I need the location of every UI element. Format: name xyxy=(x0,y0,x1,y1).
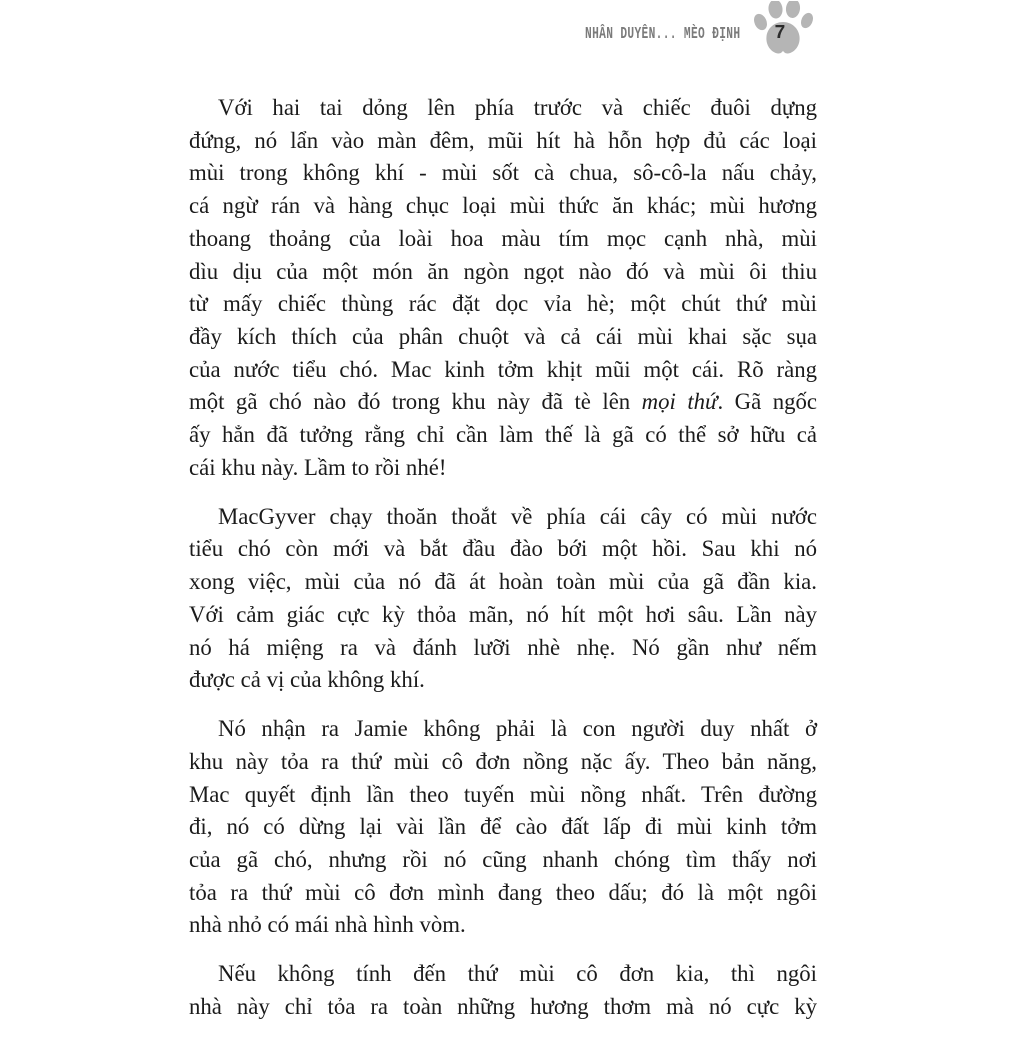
paragraph xyxy=(189,92,817,484)
italic-text: mọi thứ xyxy=(641,389,718,415)
text-segment: của nước tiểu chó. Mac kinh tởm khịt mũi một cái. Rõ ràng xyxy=(189,356,817,382)
text-segment: nhà nhỏ có mái nhà hình vòm. xyxy=(189,912,466,938)
text-segment: Mac quyết định lần theo tuyến mùi nồng nhất. Trên đường xyxy=(189,781,817,807)
text-line xyxy=(189,811,817,844)
text-line xyxy=(189,157,817,190)
text-line xyxy=(189,223,817,256)
text-line xyxy=(189,991,817,1024)
text-line xyxy=(189,909,817,942)
text-line xyxy=(189,958,817,991)
text-line xyxy=(189,533,817,566)
text-segment: từ mấy chiếc thùng rác đặt dọc vỉa hè; một chút thứ mùi xyxy=(189,291,817,317)
text-segment: . Gã ngốc xyxy=(717,389,818,415)
text-segment: của gã chó, nhưng rồi nó cũng nhanh chóng tìm thấy nơi xyxy=(189,847,817,873)
text-line xyxy=(189,386,817,419)
text-segment: tỏa ra thứ mùi cô đơn mình đang theo dấu; đó là một ngôi xyxy=(189,879,817,905)
text-segment: nó há miệng ra và đánh lưỡi nhè nhẹ. Nó gần như nếm xyxy=(189,634,817,660)
text-line xyxy=(189,256,817,289)
text-line xyxy=(189,877,817,910)
text-line xyxy=(189,779,817,812)
text-segment: Với hai tai dỏng lên phía trước và chiếc đuôi dựng xyxy=(218,95,817,120)
text-line xyxy=(189,452,817,485)
text-line xyxy=(189,664,817,697)
text-segment: thoang thoảng của loài hoa màu tím mọc cạnh nhà, mùi xyxy=(189,225,817,251)
text-line xyxy=(189,354,817,387)
text-segment: một gã chó nào đó trong khu này đã tè lên xyxy=(189,389,642,415)
paw-print-icon xyxy=(752,1,814,55)
text-line xyxy=(189,419,817,452)
text-segment: Nó nhận ra Jamie không phải là con người duy nhất ở xyxy=(218,716,817,742)
paragraph xyxy=(189,501,817,697)
text-segment: ấy hẳn đã tưởng rằng chỉ cần làm thế là gã có thể sở hữu cả xyxy=(189,422,817,448)
text-line xyxy=(189,321,817,354)
text-segment: tiểu chó còn mới và bắt đầu đào bới một hồi. Sau khi nó xyxy=(189,536,817,562)
paragraph xyxy=(189,713,817,942)
text-line xyxy=(189,92,817,125)
text-line xyxy=(189,566,817,599)
text-segment: MacGyver chạy thoăn thoắt về phía cái cây có mùi nước xyxy=(218,503,817,529)
text-segment: đứng, nó lẩn vào màn đêm, mũi hít hà hỗn hợp đủ các loại xyxy=(189,127,817,153)
text-segment: nhà này chỉ tỏa ra toàn những hương thơm mà nó cực kỳ xyxy=(189,994,817,1020)
text-segment: xong việc, mùi của nó đã át hoàn toàn mùi của gã đần kia. xyxy=(189,569,817,595)
text-line xyxy=(189,190,817,223)
text-segment: được cả vị của không khí. xyxy=(189,667,425,693)
text-segment: cá ngừ rán và hàng chục loại mùi thức ăn khác; mùi hương xyxy=(189,193,817,219)
text-segment: đầy kích thích của phân chuột và cả cái mùi khai sặc sụa xyxy=(189,323,817,349)
text-line xyxy=(189,501,817,534)
running-title: NHÂN DUYÊN... MÈO ĐỊNH xyxy=(584,25,740,44)
text-line xyxy=(189,125,817,158)
text-line xyxy=(189,632,817,665)
text-segment: cái khu này. Lầm to rồi nhé! xyxy=(189,454,447,480)
text-segment: đi, nó có dừng lại vài lần để cào đất lấp đi mùi kinh tởm xyxy=(189,814,817,840)
text-segment: khu này tỏa ra thứ mùi cô đơn nồng nặc ấy. Theo bản năng, xyxy=(189,748,817,774)
text-line xyxy=(189,844,817,877)
text-segment: Với cảm giác cực kỳ thỏa mãn, nó hít một hơi sâu. Lần này xyxy=(189,601,817,627)
paragraph xyxy=(189,958,817,1023)
text-segment: Nếu không tính đến thứ mùi cô đơn kia, thì ngôi xyxy=(218,961,817,987)
page-number: 7 xyxy=(774,22,786,44)
page-body xyxy=(189,92,817,1040)
text-line xyxy=(189,288,817,321)
text-line xyxy=(189,746,817,779)
text-segment: mùi trong không khí - mùi sốt cà chua, sô-cô-la nấu chảy, xyxy=(189,160,817,186)
text-line xyxy=(189,713,817,746)
text-segment: dìu dịu của một món ăn ngòn ngọt nào đó và mùi ôi thiu xyxy=(189,258,817,284)
text-line xyxy=(189,599,817,632)
